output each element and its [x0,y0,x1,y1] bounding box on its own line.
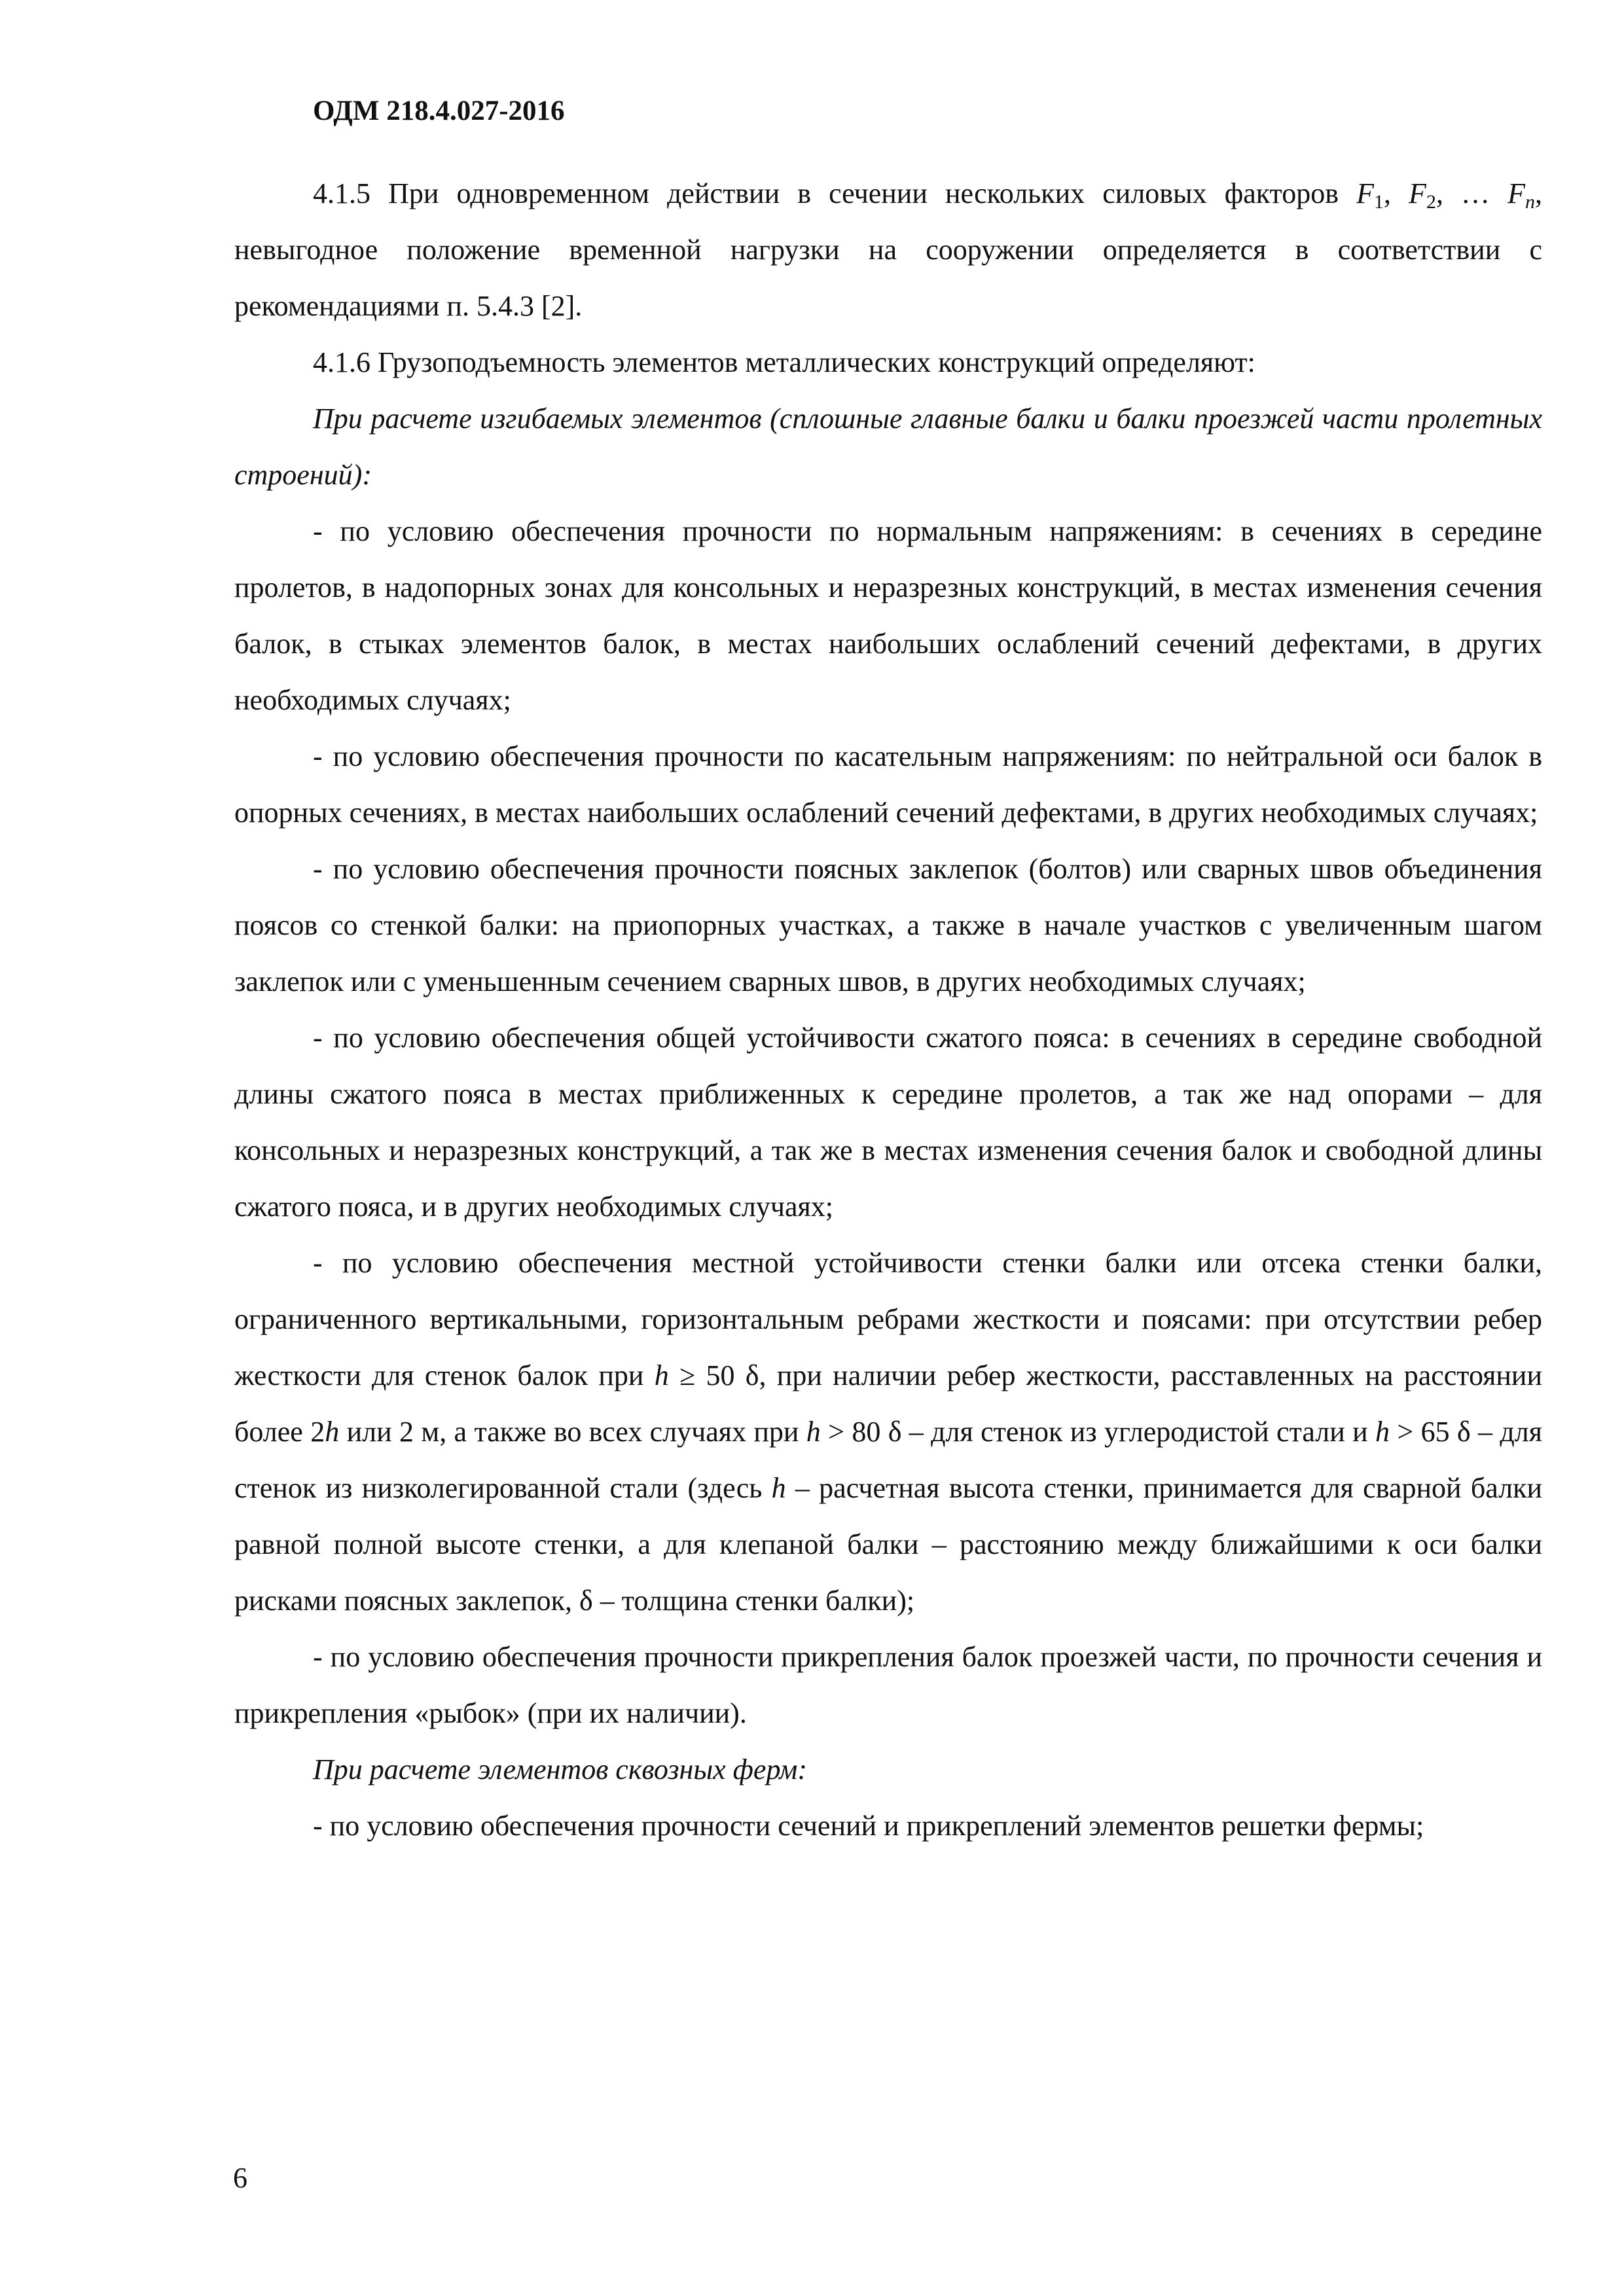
text-run: - по условию обеспечения прочности по нормальным напряжениям: в сечениях в середине пролетов, в надопорных зонах для консольных и неразрезных конструкций, в местах изменения сечения балок, в стыках элементов балок, в местах наибольших ослаблений сечений дефектами, в других необходимых случаях; [234,515,1542,716]
text-run: - по условию обеспечения прочности поясных заклепок (болтов) или сварных швов объединения поясов со стенкой балки: на приопорных участках, а также в начале участков с увеличенным шагом заклепок или с уменьшенным сечением сварных швов, в других необходимых случаях; [234,853,1542,997]
page-number: 6 [233,2162,247,2194]
text-run: , … [1435,177,1508,209]
text-run: – расчетная высота стенки, принимается для сварной балки равной полной высоте стенки, а для клепаной балки – расстоянию между ближайшими к оси балки рисками поясных заклепок, δ – толщина стенки балки); [234,1472,1542,1617]
paragraph [234,503,1542,728]
text-run: ≥ 50 δ, при наличии ребер жесткости, расставленных на расстоянии более 2 [234,1359,1542,1448]
paragraph [234,1235,1542,1629]
math-symbol: h [325,1416,340,1448]
paragraph [234,841,1542,1010]
math-symbol: F [1356,177,1374,209]
text-run: При расчете элементов сквозных ферм: [313,1753,807,1785]
text-run: > 80 δ – для стенок из углеродистой стали и [820,1416,1376,1448]
text-run: 4.1.6 Грузоподъемность элементов металлических конструкций определяют: [313,346,1255,378]
subscript: 1 [1373,191,1384,213]
subscript: n [1525,191,1536,213]
paragraph [234,728,1542,841]
text-run: 4.1.5 При одновременном действии в сечении нескольких силовых факторов [313,177,1357,209]
document-body [234,166,1542,1854]
text-run: - по условию обеспечения прочности сечений и прикреплений элементов решетки фермы; [313,1810,1424,1842]
text-run: или 2 м, а также во всех случаях при [339,1416,806,1448]
text-run: При расчете изгибаемых элементов (сплошные главные балки и балки проезжей части пролетных строений): [234,403,1542,491]
math-symbol: h [1375,1416,1390,1448]
math-symbol: F [1507,177,1526,209]
math-symbol: h [771,1472,786,1504]
math-symbol: h [806,1416,821,1448]
text-run: - по условию обеспечения прочности по касательным напряжениям: по нейтральной оси балок в опорных сечениях, в местах наибольших ослаблений сечений дефектами, в других необходимых случаях; [234,740,1542,829]
text-run: , невыгодное положение временной нагрузки на сооружении определяется в соответствии с рекомендациями п. 5.4.3 [2]. [234,177,1543,322]
math-symbol: h [654,1359,669,1391]
text-run: - по условию обеспечения прочности прикрепления балок проезжей части, по прочности сечения и прикрепления «рыбок» (при их наличии). [234,1641,1542,1729]
text-run: > 65 δ – для стенок из низколегированной стали (здесь [234,1416,1543,1504]
paragraph [234,391,1542,503]
subscript: 2 [1426,191,1436,213]
paragraph [234,1629,1542,1742]
document-header: ОДМ 218.4.027-2016 [313,96,565,126]
paragraph [234,166,1542,334]
math-symbol: F [1409,177,1426,209]
text-run: - по условию обеспечения общей устойчивости сжатого пояса: в сечениях в середине свободной длины сжатого пояса в местах приближенных к середине пролетов, а так же над опорами – для консольных и неразрезных конструкций, а так же в местах изменения сечения балок и свободной длины сжатого пояса, и в других необходимых случаях; [234,1022,1542,1223]
paragraph [234,1798,1542,1854]
paragraph [234,1010,1542,1235]
text-run: , [1383,177,1409,209]
text-run: - по условию обеспечения местной устойчивости стенки балки или отсека стенки балки, ограниченного вертикальными, горизонтальным ребрами жесткости и поясами: при отсутствии ребер жесткости для стенок балок при [234,1247,1542,1391]
paragraph [234,334,1542,391]
paragraph [234,1742,1542,1798]
